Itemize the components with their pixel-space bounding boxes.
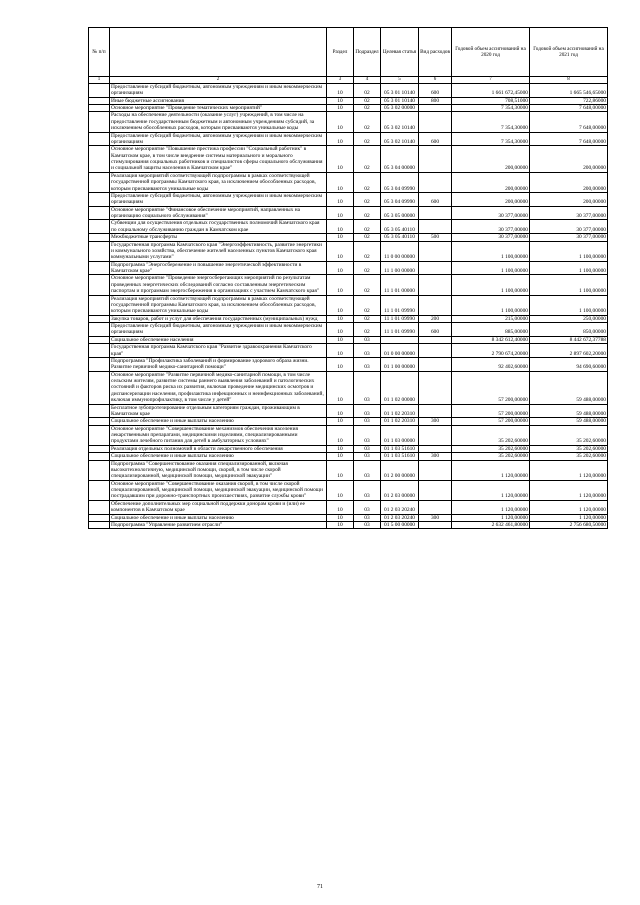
row-exptype-cell (419, 344, 452, 358)
row-2021-amount-cell: 1 665 546,65000 (530, 83, 608, 97)
row-2020-amount-cell: 200,00000 (452, 146, 530, 173)
row-target-cell: 01 1 02 20310 (381, 404, 419, 418)
row-exptype-cell: 800 (419, 97, 452, 104)
row-2020-amount-cell: 30 377,00000 (452, 220, 530, 234)
row-exptype-cell: 600 (419, 192, 452, 206)
row-exptype-cell (419, 275, 452, 295)
column-number-row (89, 77, 608, 84)
row-number-cell (89, 261, 110, 275)
row-section-cell: 10 (327, 323, 354, 337)
row-section-cell: 10 (327, 220, 354, 234)
table-row (89, 234, 608, 241)
row-2021-amount-cell: 2 756 680,50000 (530, 521, 608, 528)
row-section-cell: 10 (327, 371, 354, 404)
row-subsection-cell: 02 (354, 112, 381, 132)
row-2020-amount-cell: 1 120,00000 (452, 460, 530, 480)
row-2020-amount-cell: 1 120,00000 (452, 480, 530, 500)
row-subsection-cell: 03 (354, 336, 381, 343)
row-target-cell: 05 3 01 10140 (381, 97, 419, 104)
row-target-cell: 01 2 00 00000 (381, 460, 419, 480)
row-2021-amount-cell: 59 488,00000 (530, 404, 608, 418)
row-section-cell: 10 (327, 514, 354, 521)
table-row (89, 172, 608, 192)
row-2021-amount-cell: 1 100,00000 (530, 261, 608, 275)
row-target-cell: 01 2 03 20240 (381, 500, 419, 514)
row-exptype-cell (419, 336, 452, 343)
row-2020-amount-cell: 35 202,60000 (452, 453, 530, 460)
row-exptype-cell: 600 (419, 132, 452, 146)
row-2020-amount-cell: 57 200,00000 (452, 418, 530, 425)
row-section-cell: 10 (327, 97, 354, 104)
row-name-cell: Основное мероприятие "Совершенствование оказания скорой, в том числе скорой специализированной, медицинской помощи, медицинской эвакуации, медицинской помощи пострадавшим при дорожно-транспортных происшествиях, развитие службы крови" (110, 480, 327, 500)
row-section-cell: 10 (327, 234, 354, 241)
table-row (89, 323, 608, 337)
row-name-cell: Основное мероприятие "Совершенствование механизмов обеспечения населения лекарственными препаратами, медицинскими изделиями, специализированными продуктами лечебного питания для детей в амбулаторных условиях" (110, 425, 327, 445)
row-name-cell: Подпрограмма "Профилактика заболеваний и формирование здорового образа жизни. Развитие первичной медико-санитарной помощи" (110, 357, 327, 371)
row-subsection-cell: 02 (354, 234, 381, 241)
row-exptype-cell (419, 220, 452, 234)
table-row (89, 83, 608, 97)
row-2020-amount-cell: 2 790 674,20000 (452, 344, 530, 358)
row-exptype-cell (419, 521, 452, 528)
row-2020-amount-cell: 1 120,00000 (452, 514, 530, 521)
row-target-cell: 05 3 02 10140 (381, 132, 419, 146)
row-name-cell: Закупка товаров, работ и услуг для обеспечения государственных (муниципальных) нужд (110, 315, 327, 322)
row-2020-amount-cell: 1 100,00000 (452, 275, 530, 295)
row-2021-amount-cell: 1 100,00000 (530, 295, 608, 315)
row-target-cell: 05 3 05 40110 (381, 234, 419, 241)
row-name-cell: Подпрограмма "Совершенствование оказания специализированной, включая высокотехнологичную, медицинской помощи, скорой, в том числе скорой специализированной, медицинской помощи, медицинской эвакуации" (110, 460, 327, 480)
row-2020-amount-cell: 92 402,60000 (452, 357, 530, 371)
row-target-cell: 05 3 05 40110 (381, 220, 419, 234)
row-target-cell: 11 1 01 00000 (381, 275, 419, 295)
column-number: 6 (419, 77, 452, 84)
row-section-cell: 10 (327, 241, 354, 261)
row-2021-amount-cell: 1 120,00000 (530, 460, 608, 480)
row-name-cell: Социальное обеспечение и иные выплаты населению (110, 514, 327, 521)
row-target-cell (381, 336, 419, 343)
row-target-cell: 01 1 02 20310 (381, 418, 419, 425)
row-section-cell: 10 (327, 460, 354, 480)
row-name-cell: Межбюджетные трансферты (110, 234, 327, 241)
row-subsection-cell: 02 (354, 206, 381, 220)
row-number-cell (89, 192, 110, 206)
row-number-cell (89, 146, 110, 173)
table-row (89, 460, 608, 480)
row-2021-amount-cell: 200,00000 (530, 146, 608, 173)
row-exptype-cell (419, 146, 452, 173)
row-name-cell: Основное мероприятие "Проведение тематических мероприятий" (110, 105, 327, 112)
row-2020-amount-cell: 7 354,30000 (452, 132, 530, 146)
row-exptype-cell: 600 (419, 83, 452, 97)
row-subsection-cell: 02 (354, 241, 381, 261)
row-2020-amount-cell: 1 661 672,45000 (452, 83, 530, 97)
column-number: 3 (327, 77, 354, 84)
table-row (89, 146, 608, 173)
row-subsection-cell: 02 (354, 97, 381, 104)
row-exptype-cell: 300 (419, 453, 452, 460)
row-target-cell: 11 0 00 00000 (381, 241, 419, 261)
row-name-cell: Государственная программа Камчатского края "Энергоэффективность, развитие энергетики и коммунального хозяйства, обеспечение жителей населенных пунктов Камчатского края коммунальными услугами" (110, 241, 327, 261)
table-row (89, 480, 608, 500)
row-exptype-cell: 200 (419, 315, 452, 322)
table-row (89, 295, 608, 315)
row-name-cell: Реализация мероприятий соответствующей подпрограммы в рамках соответствующей государственной программы Камчатского края, за исключением обособленных расходов, которым присваиваются уникальные коды (110, 172, 327, 192)
row-target-cell: 05 3 01 10140 (381, 83, 419, 97)
row-target-cell: 05 3 04 09990 (381, 192, 419, 206)
row-subsection-cell: 03 (354, 371, 381, 404)
row-name-cell: Основное мероприятие "Повышение престижа профессии "Социальный работник" в Камчатском крае, в том числе внедрение системы материального и морального стимулирования социальных работников и специалистов сферы социального обслуживания и социальной защиты населения в Камчатском крае" (110, 146, 327, 173)
row-2021-amount-cell: 200,00000 (530, 172, 608, 192)
row-section-cell: 10 (327, 146, 354, 173)
row-subsection-cell: 02 (354, 261, 381, 275)
row-subsection-cell: 03 (354, 404, 381, 418)
row-subsection-cell: 03 (354, 344, 381, 358)
row-target-cell: 11 1 01 09990 (381, 315, 419, 322)
row-2020-amount-cell: 200,00000 (452, 172, 530, 192)
row-section-cell: 10 (327, 275, 354, 295)
row-exptype-cell (419, 425, 452, 445)
header-section: Раздел (327, 28, 354, 77)
row-target-cell: 05 3 05 00000 (381, 206, 419, 220)
row-2021-amount-cell: 35 202,60000 (530, 453, 608, 460)
table-row (89, 521, 608, 528)
row-exptype-cell (419, 371, 452, 404)
table-row (89, 112, 608, 132)
page-number: 71 (317, 884, 323, 890)
row-2021-amount-cell: 1 120,00000 (530, 514, 608, 521)
row-2021-amount-cell: 200,00000 (530, 192, 608, 206)
row-number-cell (89, 206, 110, 220)
row-number-cell (89, 315, 110, 322)
column-number: 2 (110, 77, 327, 84)
row-2020-amount-cell: 35 202,60000 (452, 445, 530, 452)
table-row (89, 315, 608, 322)
row-2021-amount-cell: 35 202,60000 (530, 445, 608, 452)
row-name-cell: Расходы на обеспечение деятельности (оказание услуг) учреждений, в том числе на предоставление государственным бюджетным и автономным учреждениям субсидий, за исключением обособленных расходов, которым присваиваются уникальные коды (110, 112, 327, 132)
header-subsection: Подраздел (354, 28, 381, 77)
row-section-cell: 10 (327, 453, 354, 460)
row-number-cell (89, 105, 110, 112)
row-exptype-cell: 300 (419, 514, 452, 521)
row-name-cell: Реализация мероприятий соответствующей подпрограммы в рамках соответствующей государственной программы Камчатского края, за исключением обособленных расходов, которым присваиваются уникальные коды (110, 295, 327, 315)
row-2021-amount-cell: 7 648,00000 (530, 112, 608, 132)
table-row (89, 404, 608, 418)
row-section-cell: 10 (327, 344, 354, 358)
row-exptype-cell (419, 357, 452, 371)
table-row (89, 132, 608, 146)
row-exptype-cell (419, 172, 452, 192)
row-section-cell: 10 (327, 295, 354, 315)
row-section-cell: 10 (327, 425, 354, 445)
row-number-cell (89, 132, 110, 146)
header-2020: Годовой объем ассигнований на 2020 год (452, 28, 530, 77)
row-target-cell: 05 3 02 00000 (381, 105, 419, 112)
row-target-cell: 05 3 02 10140 (381, 112, 419, 132)
table-row (89, 453, 608, 460)
row-name-cell: Бесплатное зубопротезирование отдельным категориям граждан, проживающим в Камчатском крае (110, 404, 327, 418)
row-name-cell: Предоставление субсидий бюджетным, автономным учреждениям и иным некоммерческим организациям (110, 132, 327, 146)
column-number: 1 (89, 77, 110, 84)
row-exptype-cell (419, 112, 452, 132)
row-exptype-cell (419, 460, 452, 480)
row-target-cell: 01 1 03 00000 (381, 425, 419, 445)
header-exptype: Вид расходов (419, 28, 452, 77)
row-subsection-cell: 03 (354, 418, 381, 425)
row-2021-amount-cell: 59 488,00000 (530, 371, 608, 404)
row-subsection-cell: 02 (354, 323, 381, 337)
row-section-cell: 10 (327, 445, 354, 452)
table-row (89, 357, 608, 371)
row-section-cell: 10 (327, 105, 354, 112)
row-number-cell (89, 460, 110, 480)
header-name (110, 28, 327, 77)
row-exptype-cell (419, 404, 452, 418)
row-2020-amount-cell: 1 100,00000 (452, 295, 530, 315)
row-number-cell (89, 418, 110, 425)
row-2021-amount-cell: 35 202,60000 (530, 425, 608, 445)
row-number-cell (89, 172, 110, 192)
row-section-cell: 10 (327, 206, 354, 220)
row-2021-amount-cell: 59 488,00000 (530, 418, 608, 425)
row-exptype-cell (419, 445, 452, 452)
row-2020-amount-cell: 30 377,00000 (452, 234, 530, 241)
row-subsection-cell: 03 (354, 521, 381, 528)
row-subsection-cell: 02 (354, 172, 381, 192)
row-number-cell (89, 97, 110, 104)
row-number-cell (89, 241, 110, 261)
row-section-cell: 10 (327, 172, 354, 192)
row-subsection-cell: 02 (354, 275, 381, 295)
row-section-cell: 10 (327, 261, 354, 275)
row-2020-amount-cell: 885,00000 (452, 323, 530, 337)
row-name-cell: Реализация отдельных полномочий в области лекарственного обеспечения (110, 445, 327, 452)
row-target-cell: 05 3 04 09990 (381, 172, 419, 192)
row-subsection-cell: 02 (354, 192, 381, 206)
row-2021-amount-cell: 1 120,00000 (530, 500, 608, 514)
table-row (89, 206, 608, 220)
row-name-cell: Социальное обеспечение и иные выплаты населению (110, 453, 327, 460)
row-name-cell: Основное мероприятие "Финансовое обеспечение мероприятий, направленных на организацию социального обслуживания" (110, 206, 327, 220)
row-number-cell (89, 275, 110, 295)
row-number-cell (89, 112, 110, 132)
row-name-cell: Подпрограмма "Управление развитием отрасли" (110, 521, 327, 528)
table-row (89, 371, 608, 404)
row-name-cell: Подпрограмма "Энергосбережение и повышение энергетической эффективности в Камчатском крае" (110, 261, 327, 275)
row-section-cell: 10 (327, 112, 354, 132)
table-row (89, 425, 608, 445)
row-section-cell: 10 (327, 315, 354, 322)
row-number-cell (89, 445, 110, 452)
row-number-cell (89, 295, 110, 315)
column-number: 8 (530, 77, 608, 84)
row-exptype-cell (419, 261, 452, 275)
row-number-cell (89, 83, 110, 97)
row-name-cell: Основное мероприятие "Проведение энергосберегающих мероприятий по результатам проведенных энергетических обследований согласно составленным энергетическим паспортам и программам энергосбережения в организациях с участием Камчатского края" (110, 275, 327, 295)
row-2021-amount-cell: 30 377,00000 (530, 234, 608, 241)
row-2020-amount-cell: 2 632 461,80000 (452, 521, 530, 528)
table-row (89, 220, 608, 234)
table-row (89, 275, 608, 295)
row-section-cell: 10 (327, 357, 354, 371)
table-row (89, 105, 608, 112)
row-number-cell (89, 521, 110, 528)
row-2021-amount-cell: 7 648,00000 (530, 132, 608, 146)
row-section-cell: 10 (327, 83, 354, 97)
row-2020-amount-cell: 215,00000 (452, 315, 530, 322)
row-target-cell: 11 1 01 09990 (381, 295, 419, 315)
row-section-cell: 10 (327, 336, 354, 343)
column-number: 7 (452, 77, 530, 84)
row-target-cell: 01 2 03 00000 (381, 480, 419, 500)
row-2020-amount-cell: 1 100,00000 (452, 241, 530, 261)
row-name-cell: Социальное обеспечение и иные выплаты населению (110, 418, 327, 425)
row-number-cell (89, 344, 110, 358)
row-number-cell (89, 234, 110, 241)
row-exptype-cell: 500 (419, 234, 452, 241)
row-subsection-cell: 02 (354, 146, 381, 173)
row-number-cell (89, 336, 110, 343)
row-2020-amount-cell: 30 377,00000 (452, 206, 530, 220)
header-row (89, 28, 608, 77)
column-number: 5 (381, 77, 419, 84)
row-number-cell (89, 514, 110, 521)
row-name-cell: Предоставление субсидий бюджетным, автономным учреждениям и иным некоммерческим организациям (110, 192, 327, 206)
table-row (89, 241, 608, 261)
column-number: 4 (354, 77, 381, 84)
table-row (89, 445, 608, 452)
row-target-cell: 01 2 03 20240 (381, 514, 419, 521)
row-subsection-cell: 03 (354, 357, 381, 371)
row-2021-amount-cell: 7 648,00000 (530, 105, 608, 112)
row-target-cell: 01 5 00 00000 (381, 521, 419, 528)
table-row (89, 261, 608, 275)
header-2021: Годовой объем ассигнований на 2021 год (530, 28, 608, 77)
row-section-cell: 10 (327, 404, 354, 418)
table-row (89, 97, 608, 104)
row-subsection-cell: 02 (354, 105, 381, 112)
row-exptype-cell: 600 (419, 323, 452, 337)
row-target-cell: 01 0 00 00000 (381, 344, 419, 358)
row-2020-amount-cell: 1 100,00000 (452, 261, 530, 275)
row-section-cell: 10 (327, 132, 354, 146)
row-name-cell: Обеспечение дополнительных мер социальной поддержки донорам крови и (или) ее компонентов в Камчатском крае (110, 500, 327, 514)
table-row (89, 336, 608, 343)
row-2021-amount-cell: 1 100,00000 (530, 275, 608, 295)
row-2020-amount-cell: 1 120,00000 (452, 500, 530, 514)
row-subsection-cell: 03 (354, 453, 381, 460)
row-name-cell: Предоставление субсидий бюджетным, автономным учреждениям и иным некоммерческим организациям (110, 83, 327, 97)
row-subsection-cell: 03 (354, 460, 381, 480)
row-subsection-cell: 02 (354, 83, 381, 97)
row-target-cell: 05 3 04 00000 (381, 146, 419, 173)
row-name-cell: Социальное обеспечение населения (110, 336, 327, 343)
row-number-cell (89, 500, 110, 514)
row-exptype-cell: 300 (419, 418, 452, 425)
row-2020-amount-cell: 7 354,30000 (452, 105, 530, 112)
row-section-cell: 10 (327, 480, 354, 500)
row-target-cell: 01 1 00 00000 (381, 357, 419, 371)
row-2020-amount-cell: 7 354,30000 (452, 112, 530, 132)
row-2020-amount-cell: 35 202,60000 (452, 425, 530, 445)
row-subsection-cell: 02 (354, 220, 381, 234)
row-2021-amount-cell: 94 690,60000 (530, 357, 608, 371)
row-number-cell (89, 425, 110, 445)
row-number-cell (89, 371, 110, 404)
row-2021-amount-cell: 250,00000 (530, 315, 608, 322)
row-subsection-cell: 03 (354, 500, 381, 514)
row-2021-amount-cell: 1 120,00000 (530, 480, 608, 500)
row-2020-amount-cell: 57 200,00000 (452, 371, 530, 404)
row-2020-amount-cell: 57 200,00000 (452, 404, 530, 418)
row-number-cell (89, 220, 110, 234)
row-section-cell: 10 (327, 192, 354, 206)
row-subsection-cell: 02 (354, 132, 381, 146)
row-name-cell: Основное мероприятие "Развитие первичной медико-санитарной помощи, в том числе сельским жителям, развитие системы раннего выявления заболеваний и патологических состояний и факторов риска их развития, включая проведение медицинских осмотров и диспансеризации населения, профилактика инфекционных и неинфекционных заболеваний, включая иммунопрофилактику, в том числе у детей" (110, 371, 327, 404)
row-subsection-cell: 03 (354, 514, 381, 521)
row-name-cell: Предоставление субсидий бюджетным, автономным учреждениям и иным некоммерческим организациям (110, 323, 327, 337)
row-exptype-cell (419, 480, 452, 500)
row-subsection-cell: 02 (354, 295, 381, 315)
row-exptype-cell (419, 500, 452, 514)
row-target-cell: 01 1 02 00000 (381, 371, 419, 404)
header-target: Целевая статья (381, 28, 419, 77)
row-number-cell (89, 453, 110, 460)
row-exptype-cell (419, 206, 452, 220)
header-num: № п/п (89, 28, 110, 77)
row-exptype-cell (419, 241, 452, 261)
table-row (89, 344, 608, 358)
table-row (89, 192, 608, 206)
row-name-cell: Субвенции для осуществления отдельных государственных полномочий Камчатского края по социальному обслуживанию граждан в Камчатском крае (110, 220, 327, 234)
row-target-cell: 01 1 03 51610 (381, 453, 419, 460)
row-target-cell: 11 1 01 09990 (381, 323, 419, 337)
row-subsection-cell: 03 (354, 425, 381, 445)
row-section-cell: 10 (327, 500, 354, 514)
row-target-cell: 01 1 03 51610 (381, 445, 419, 452)
row-subsection-cell: 03 (354, 480, 381, 500)
row-target-cell: 11 1 00 00000 (381, 261, 419, 275)
row-2020-amount-cell: 8 342 612,40000 (452, 336, 530, 343)
row-number-cell (89, 357, 110, 371)
row-2021-amount-cell: 30 377,00000 (530, 206, 608, 220)
table-row (89, 418, 608, 425)
row-name-cell: Государственная программа Камчатского края "Развитие здравоохранения Камчатского края" (110, 344, 327, 358)
row-section-cell: 10 (327, 418, 354, 425)
row-2021-amount-cell: 722,86000 (530, 97, 608, 104)
row-2020-amount-cell: 200,00000 (452, 192, 530, 206)
row-2021-amount-cell: 30 377,00000 (530, 220, 608, 234)
row-2021-amount-cell: 2 897 602,20000 (530, 344, 608, 358)
table-row (89, 500, 608, 514)
table-row (89, 514, 608, 521)
row-subsection-cell: 03 (354, 445, 381, 452)
row-exptype-cell (419, 295, 452, 315)
budget-table (88, 27, 608, 529)
row-exptype-cell (419, 105, 452, 112)
row-2020-amount-cell: 708,51000 (452, 97, 530, 104)
row-subsection-cell: 02 (354, 315, 381, 322)
row-2021-amount-cell: 850,00000 (530, 323, 608, 337)
row-name-cell: Иные бюджетные ассигнования (110, 97, 327, 104)
row-number-cell (89, 480, 110, 500)
row-number-cell (89, 323, 110, 337)
row-section-cell: 10 (327, 521, 354, 528)
row-2021-amount-cell: 1 100,00000 (530, 241, 608, 261)
row-2021-amount-cell: 8 442 672,37788 (530, 336, 608, 343)
row-number-cell (89, 404, 110, 418)
